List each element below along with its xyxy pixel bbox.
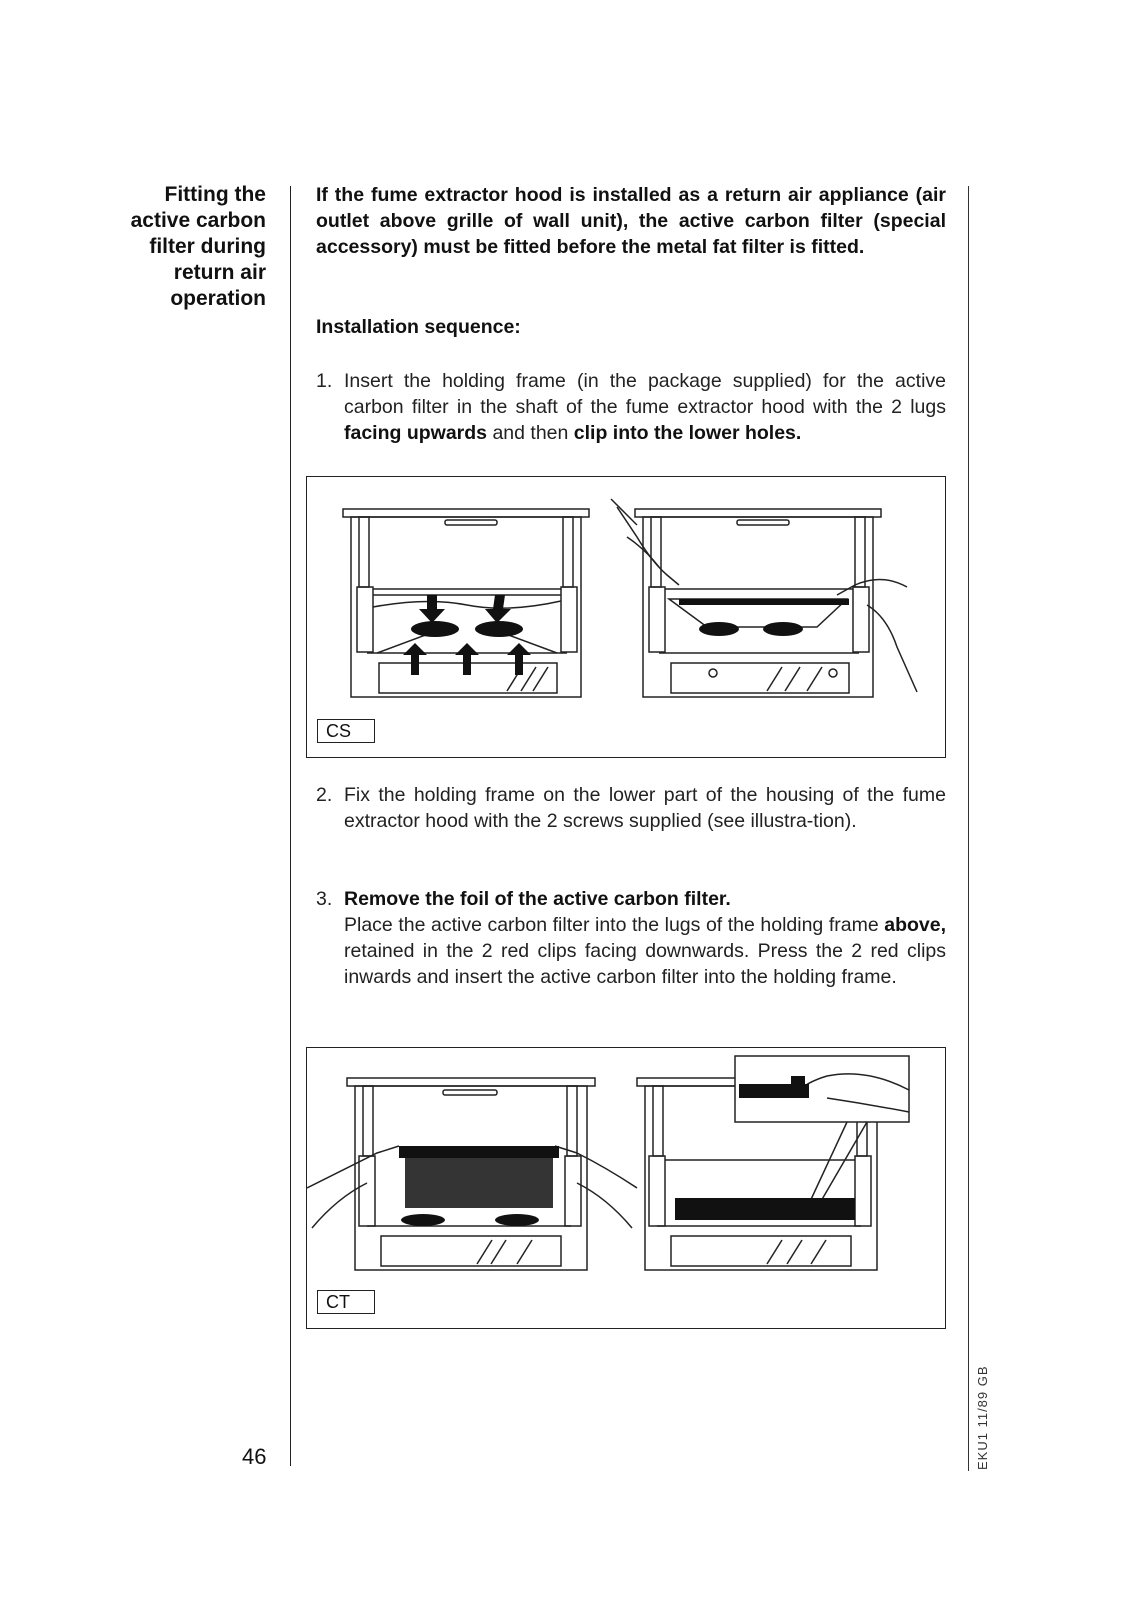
step-text: Fix the holding frame on the lower part of the housing of the fume extractor hood with the 2 screws supplied (see illustra-tion). xyxy=(344,784,946,832)
hood-illustration-holding-frame xyxy=(307,477,945,757)
section-title xyxy=(90,182,266,312)
hood-illustration-carbon-filter xyxy=(307,1048,945,1328)
section-title-line: operation xyxy=(170,287,266,310)
step-3 xyxy=(316,886,946,990)
installation-heading: Installation sequence: xyxy=(316,316,521,338)
step-heading: Remove the foil of the active carbon filter. xyxy=(344,888,731,910)
step-text xyxy=(344,886,946,990)
step-emphasis: clip into the lower holes. xyxy=(573,422,802,444)
page-number: 46 xyxy=(242,1444,267,1469)
step-2 xyxy=(316,782,946,834)
section-title-line: Fitting the xyxy=(164,183,266,206)
column-divider xyxy=(290,186,291,1466)
step-number: 2. xyxy=(316,784,333,806)
step-text-part: Insert the holding frame (in the package supplied) for the active carbon filter in the shaft of the fume extractor hood with the 2 lugs xyxy=(344,370,946,418)
step-emphasis: above, xyxy=(884,914,946,936)
section-title-line: return air xyxy=(173,261,266,284)
figure-label: CT xyxy=(317,1290,375,1314)
figure-cs xyxy=(306,476,946,758)
step-number: 3. xyxy=(316,888,333,910)
document-code: EKU1 11/89 GB xyxy=(975,1365,990,1470)
step-number: 1. xyxy=(316,370,333,392)
margin-rule xyxy=(968,186,969,1471)
section-title-line: filter during xyxy=(149,235,266,258)
step-text xyxy=(344,368,946,446)
intro-paragraph: If the fume extractor hood is installed as a return air appliance (air outlet above grille of wall unit), the active carbon filter (special accessory) must be fitted before the metal fat filter is fitted. xyxy=(316,184,946,258)
step-text-part: and then xyxy=(487,422,574,444)
figure-ct xyxy=(306,1047,946,1329)
step-text-part: Place the active carbon filter into the lugs of the holding frame xyxy=(344,914,885,936)
step-emphasis: facing upwards xyxy=(344,422,488,444)
step-text-part: retained in the 2 red clips facing downwards. Press the 2 red clips inwards and insert the active carbon filter into the holding frame. xyxy=(344,940,946,988)
section-title-line: active carbon xyxy=(130,209,266,232)
figure-label: CS xyxy=(317,719,375,743)
step-1 xyxy=(316,368,946,446)
